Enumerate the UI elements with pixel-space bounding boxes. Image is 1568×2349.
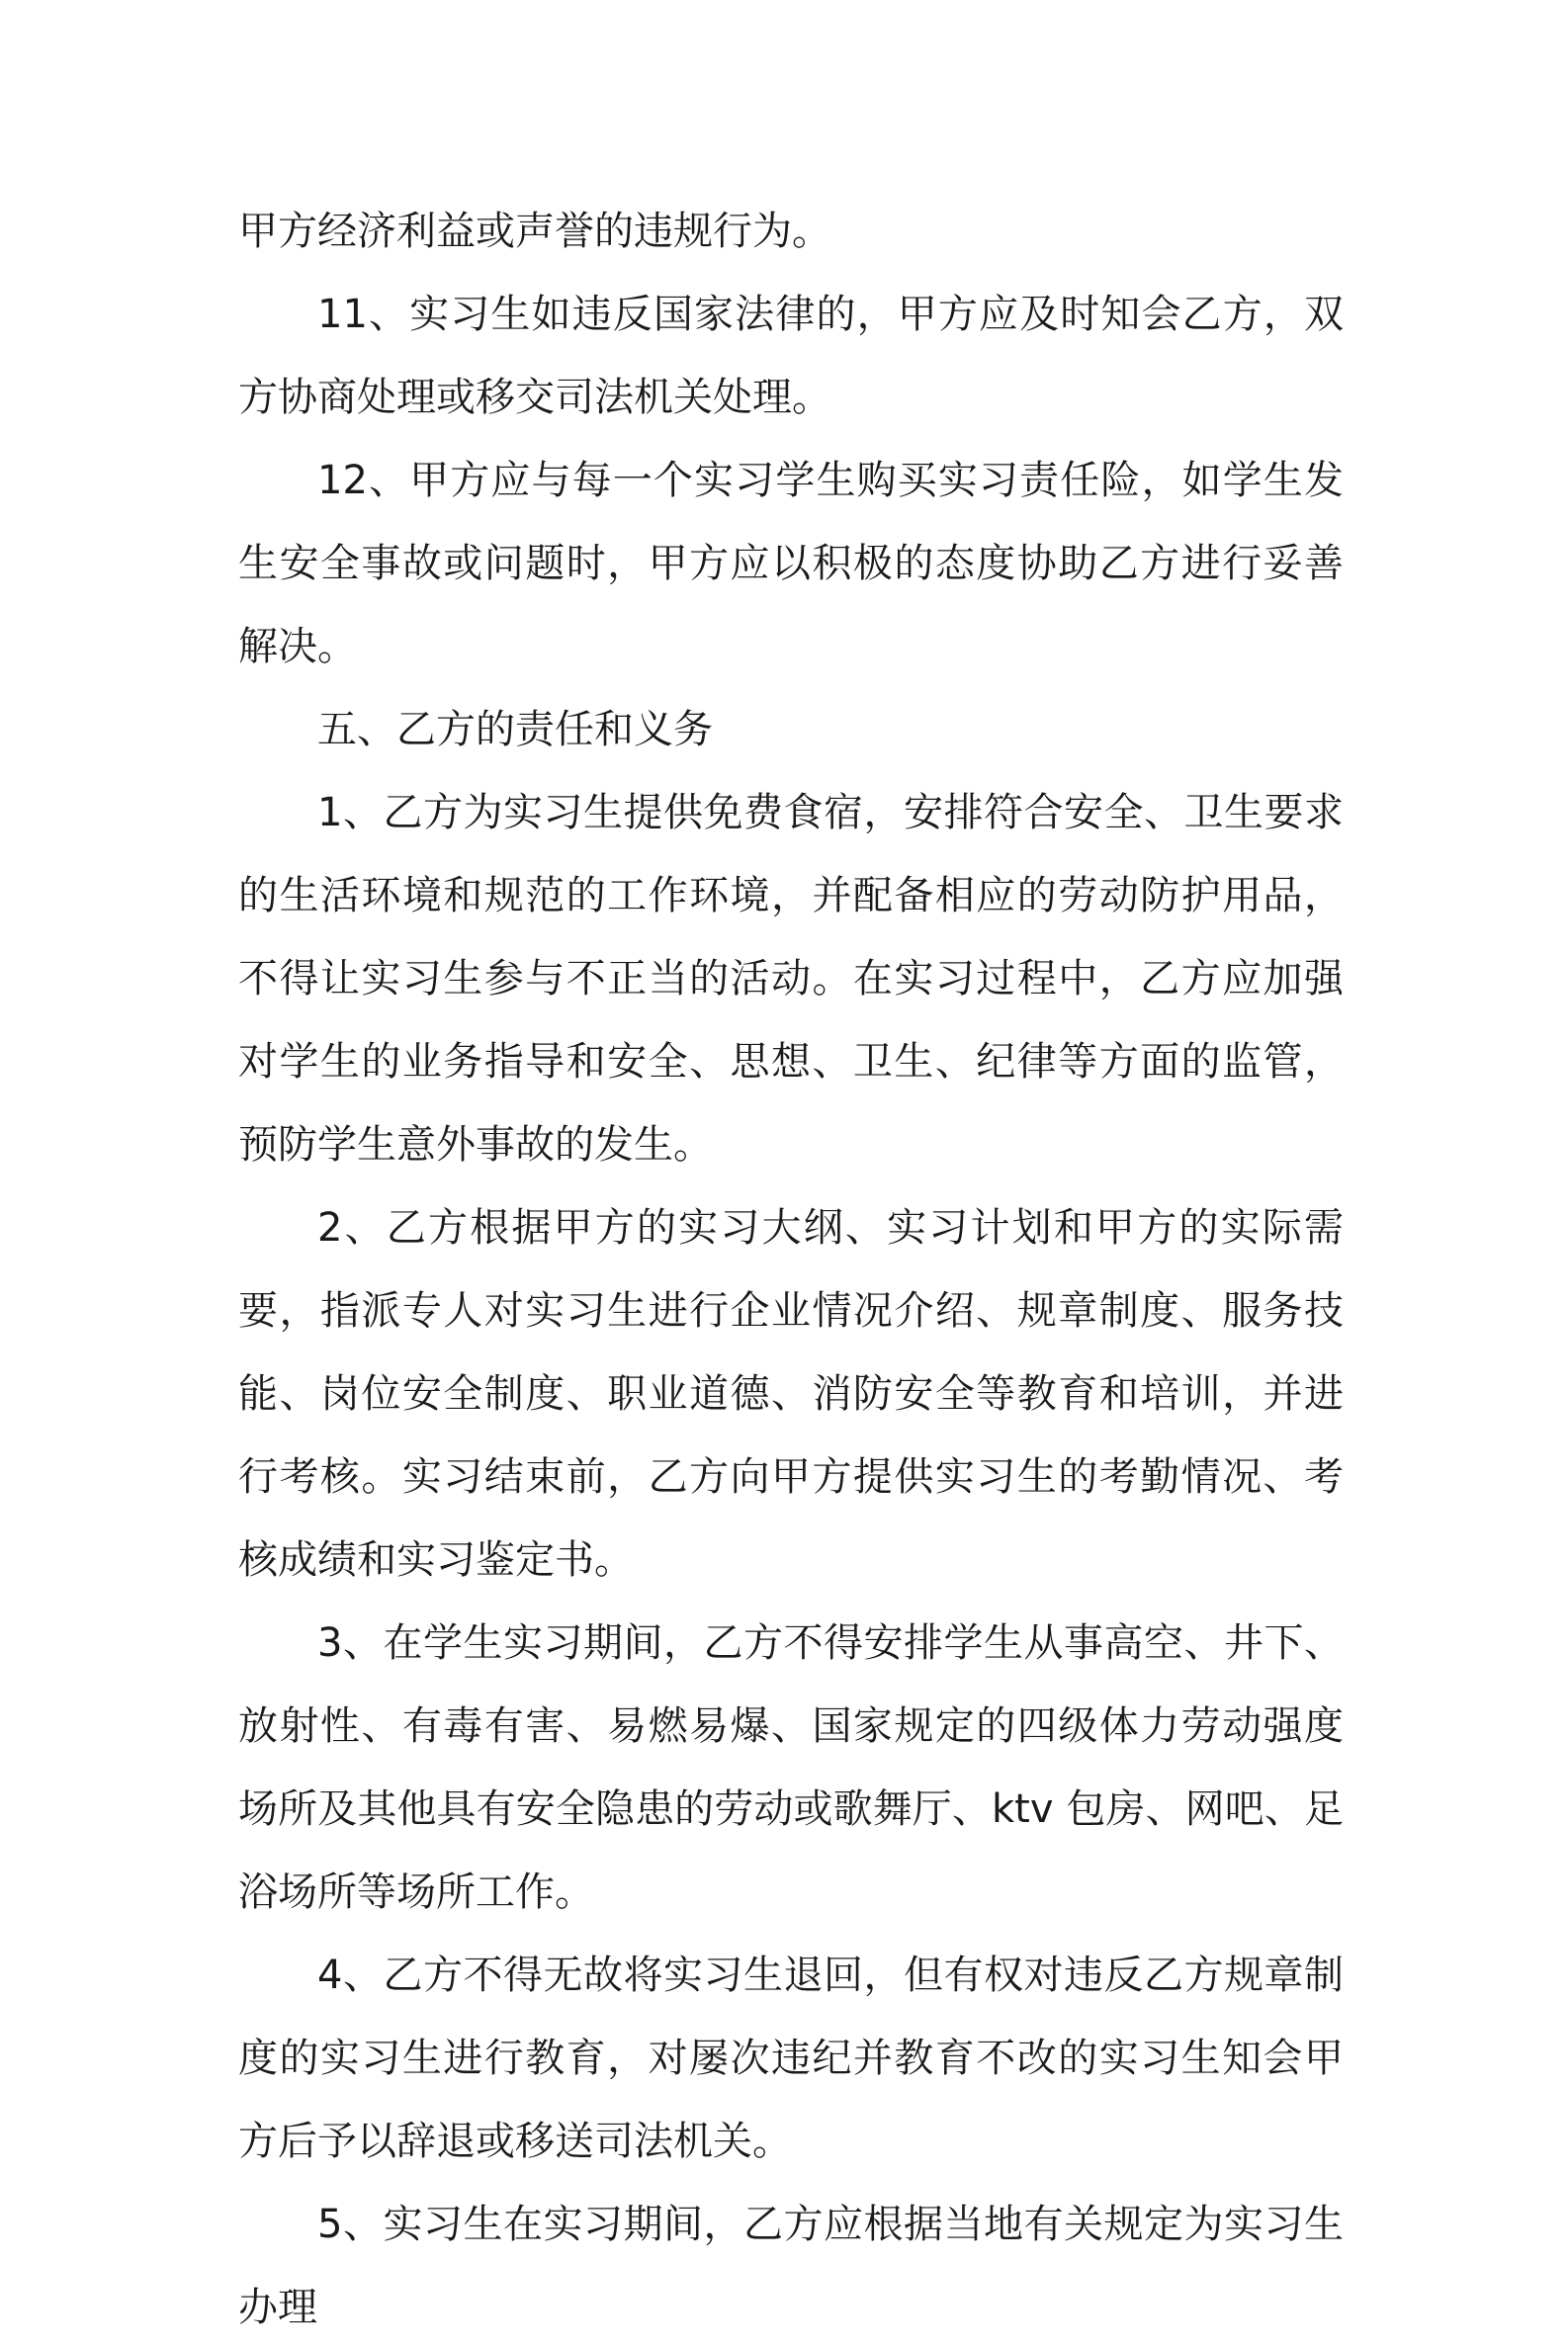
paragraph-clause-1: 1、乙方为实习生提供免费食宿，安排符合安全、卫生要求的生活环境和规范的工作环境，并配备相应的劳动防护用品，不得让实习生参与不正当的活动。在实习过程中，乙方应加强对学生的业务指导和安全、思想、卫生、纪律等方面的监管，预防学生意外事故的发生。 [238, 790, 1344, 1168]
paragraph-clause-12: 12、甲方应与每一个实习学生购买实习责任险，如学生发生安全事故或问题时，甲方应以积极的态度协助乙方进行妥善解决。 [238, 458, 1344, 669]
paragraph-clause-4: 4、乙方不得无故将实习生退回，但有权对违反乙方规章制度的实习生进行教育，对屡次违纪并教育不改的实习生知会甲方后予以辞退或移送司法机关。 [238, 1953, 1344, 2164]
paragraph-clause-2: 2、乙方根据甲方的实习大纲、实习计划和甲方的实际需要，指派专人对实习生进行企业情况介绍、规章制度、服务技能、岗位安全制度、职业道德、消防安全等教育和培训，并进行考核。实习结束前，乙方向甲方提供实习生的考勤情况、考核成绩和实习鉴定书。 [238, 1205, 1344, 1583]
paragraph-clause-3: 3、在学生实习期间，乙方不得安排学生从事高空、井下、放射性、有毒有害、易燃易爆、国家规定的四级体力劳动强度场所及其他具有安全隐患的劳动或歌舞厅、ktv 包房、网吧、足浴场所等场所工作。 [238, 1620, 1344, 1915]
paragraph-continuation: 甲方经济利益或声誉的违规行为。 [238, 209, 831, 254]
document-body [238, 190, 1344, 2349]
section-heading-five: 五、乙方的责任和义务 [317, 707, 713, 752]
paragraph-clause-5: 5、实习生在实习期间，乙方应根据当地有关规定为实习生办理 [238, 2202, 1344, 2330]
paragraph-clause-11: 11、实习生如违反国家法律的，甲方应及时知会乙方，双方协商处理或移交司法机关处理。 [238, 292, 1344, 420]
